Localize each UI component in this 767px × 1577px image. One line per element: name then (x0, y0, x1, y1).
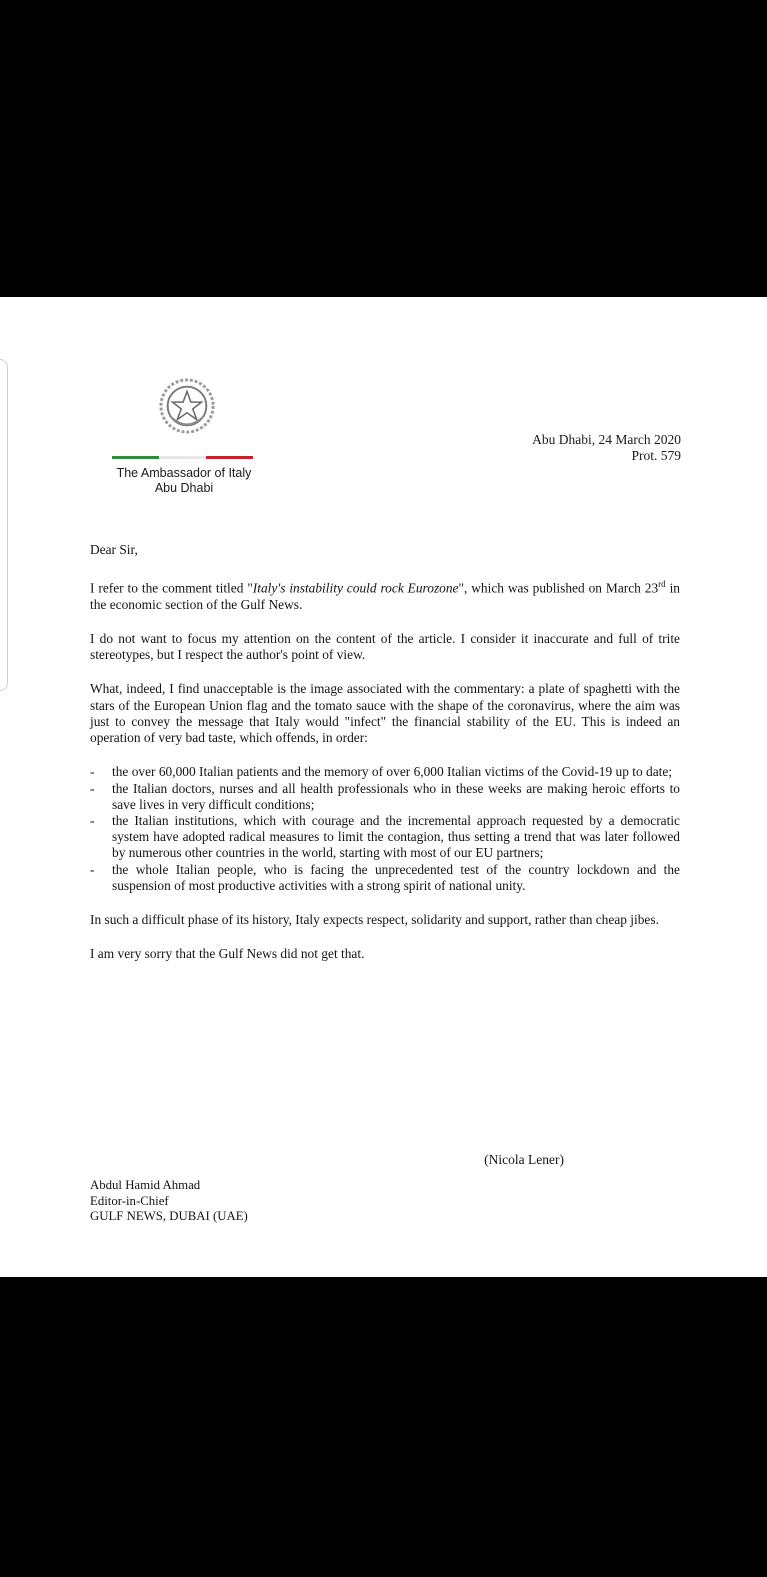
paragraph-expectation: In such a difficult phase of its history, Italy expects respect, solidarity and support, rather than cheap jibes. (90, 911, 659, 927)
letter-body (90, 542, 680, 980)
date-line: Abu Dhabi, 24 March 2020 (532, 432, 681, 447)
para1-part: I refer to the comment titled " (90, 580, 253, 596)
tricolor-line (112, 456, 253, 459)
flag-white-segment (159, 456, 206, 459)
addressee-name: Abdul Hamid Ahmad (90, 1178, 201, 1192)
salutation: Dear Sir, (90, 542, 138, 557)
paragraph-reference (90, 576, 680, 613)
paragraph-closing: I am very sorry that the Gulf News did not get that. (90, 946, 365, 962)
sender-city: Abu Dhabi (154, 481, 214, 495)
flag-green-segment (112, 456, 159, 459)
para1-part: in the economic section of the Gulf News. (90, 580, 681, 612)
date-block (532, 432, 681, 464)
list-item: - the over 60,000 Italian patients and the memory of over 6,000 Italian victims of the Covid-19 up to date; (90, 764, 680, 780)
list-item: - the Italian institutions, which with courage and the incremental approach requested by a democratic system have adopted radical measures to limit the contagion, thus setting a trend that was later followed by numerous other countries in the world, starting with most of our EU partners; (90, 813, 680, 862)
letter-page (0, 297, 767, 1277)
para1-part: ", which was published on March 23 (458, 580, 659, 596)
paragraph-objection: What, indeed, I find unacceptable is the image associated with the commentary: a plate of spaghetti with the stars of the European Union flag and the tomato sauce with the shape of the coronavirus, where the aim was just to convey the message that Italy would "infect" the financial stability of the EU. This is indeed an operation of very bad taste, which offends, in order: (90, 681, 680, 746)
date-suffix: rd (658, 579, 666, 590)
paragraph-opinion: I do not want to focus my attention on the content of the article. I consider it inaccurate and full of trite stereotypes, but I respect the author's point of view. (90, 631, 680, 663)
sender-title: The Ambassador of Italy (116, 466, 252, 480)
protocol-number: Prot. 579 (631, 448, 681, 463)
addressee-role: Editor-in-Chief (90, 1193, 169, 1208)
sender-block (100, 466, 268, 496)
italian-emblem-icon (158, 377, 216, 435)
side-panel-edge (0, 359, 8, 691)
list-item: - the whole Italian people, who is facing the unprecedented test of the country lockdown and the suspension of most productive activities with a strong spirit of national unity. (90, 862, 680, 894)
addressee-org: GULF NEWS, DUBAI (UAE) (90, 1209, 248, 1223)
article-title: Italy's instability could rock Eurozone (252, 580, 459, 596)
signature: (Nicola Lener) (484, 1152, 564, 1167)
addressee-block (90, 1178, 248, 1225)
list-item: - the Italian doctors, nurses and all health professionals who in these weeks are making heroic efforts to save lives in very difficult conditions; (90, 781, 680, 813)
flag-red-segment (206, 456, 253, 459)
offense-list (90, 764, 680, 894)
